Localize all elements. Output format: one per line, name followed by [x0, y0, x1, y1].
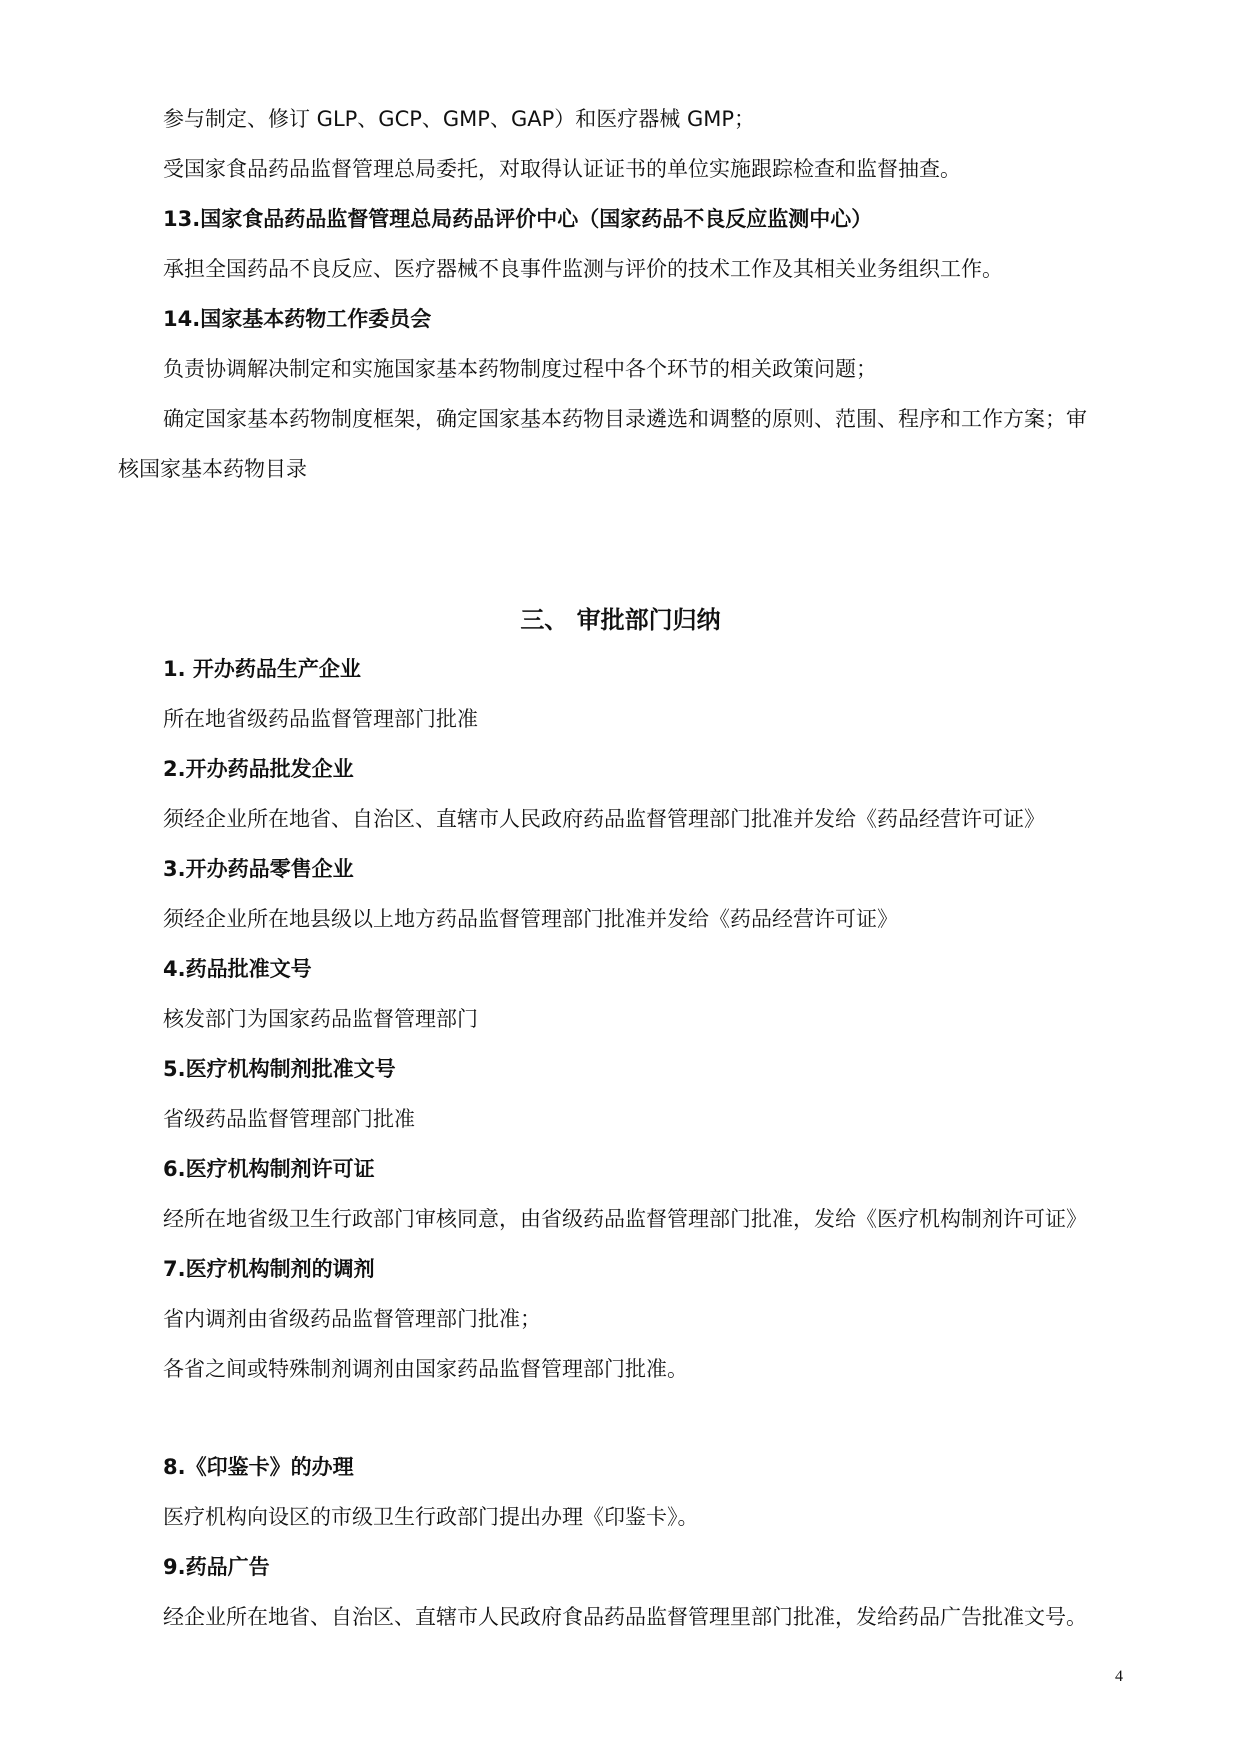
body-line: 经企业所在地省、自治区、直辖市人民政府食品药品监督管理里部门批准，发给药品广告批准文号。 [163, 1605, 1087, 1629]
section-title: 三、 审批部门归纳 [520, 606, 721, 634]
body-line: 承担全国药品不良反应、医疗器械不良事件监测与评价的技术工作及其相关业务组织工作。 [163, 257, 1003, 281]
body-line: 确定国家基本药物制度框架，确定国家基本药物目录遴选和调整的原则、范围、程序和工作方案；审 [163, 407, 1087, 431]
page-number: 4 [1115, 1668, 1123, 1685]
body-line: 核国家基本药物目录 [118, 457, 307, 481]
body-line: 参与制定、修订 GLP、GCP、GMP、GAP）和医疗器械 GMP； [163, 107, 755, 131]
body-line: 省级药品监督管理部门批准 [163, 1107, 415, 1131]
subheading: 14.国家基本药物工作委员会 [163, 307, 432, 331]
body-line: 经所在地省级卫生行政部门审核同意，由省级药品监督管理部门批准，发给《医疗机构制剂许可证》 [163, 1207, 1087, 1231]
body-line: 须经企业所在地省、自治区、直辖市人民政府药品监督管理部门批准并发给《药品经营许可证》 [163, 807, 1045, 831]
subheading: 9.药品广告 [163, 1555, 270, 1579]
subheading: 5.医疗机构制剂批准文号 [163, 1057, 396, 1081]
body-line: 所在地省级药品监督管理部门批准 [163, 707, 478, 731]
subheading: 6.医疗机构制剂许可证 [163, 1157, 375, 1181]
body-line: 医疗机构向设区的市级卫生行政部门提出办理《印鉴卡》。 [163, 1505, 699, 1529]
subheading: 2.开办药品批发企业 [163, 757, 354, 781]
subheading: 8.《印鉴卡》的办理 [163, 1455, 354, 1479]
subheading: 4.药品批准文号 [163, 957, 312, 981]
body-line: 核发部门为国家药品监督管理部门 [163, 1007, 478, 1031]
body-line: 须经企业所在地县级以上地方药品监督管理部门批准并发给《药品经营许可证》 [163, 907, 898, 931]
subheading: 1. 开办药品生产企业 [163, 657, 361, 681]
body-line: 各省之间或特殊制剂调剂由国家药品监督管理部门批准。 [163, 1357, 688, 1381]
body-line: 负责协调解决制定和实施国家基本药物制度过程中各个环节的相关政策问题； [163, 357, 877, 381]
subheading: 13.国家食品药品监督管理总局药品评价中心（国家药品不良反应监测中心） [163, 207, 873, 231]
subheading: 7.医疗机构制剂的调剂 [163, 1257, 375, 1281]
body-line: 省内调剂由省级药品监督管理部门批准； [163, 1307, 541, 1331]
subheading: 3.开办药品零售企业 [163, 857, 354, 881]
body-line: 受国家食品药品监督管理总局委托，对取得认证证书的单位实施跟踪检查和监督抽查。 [163, 157, 961, 181]
